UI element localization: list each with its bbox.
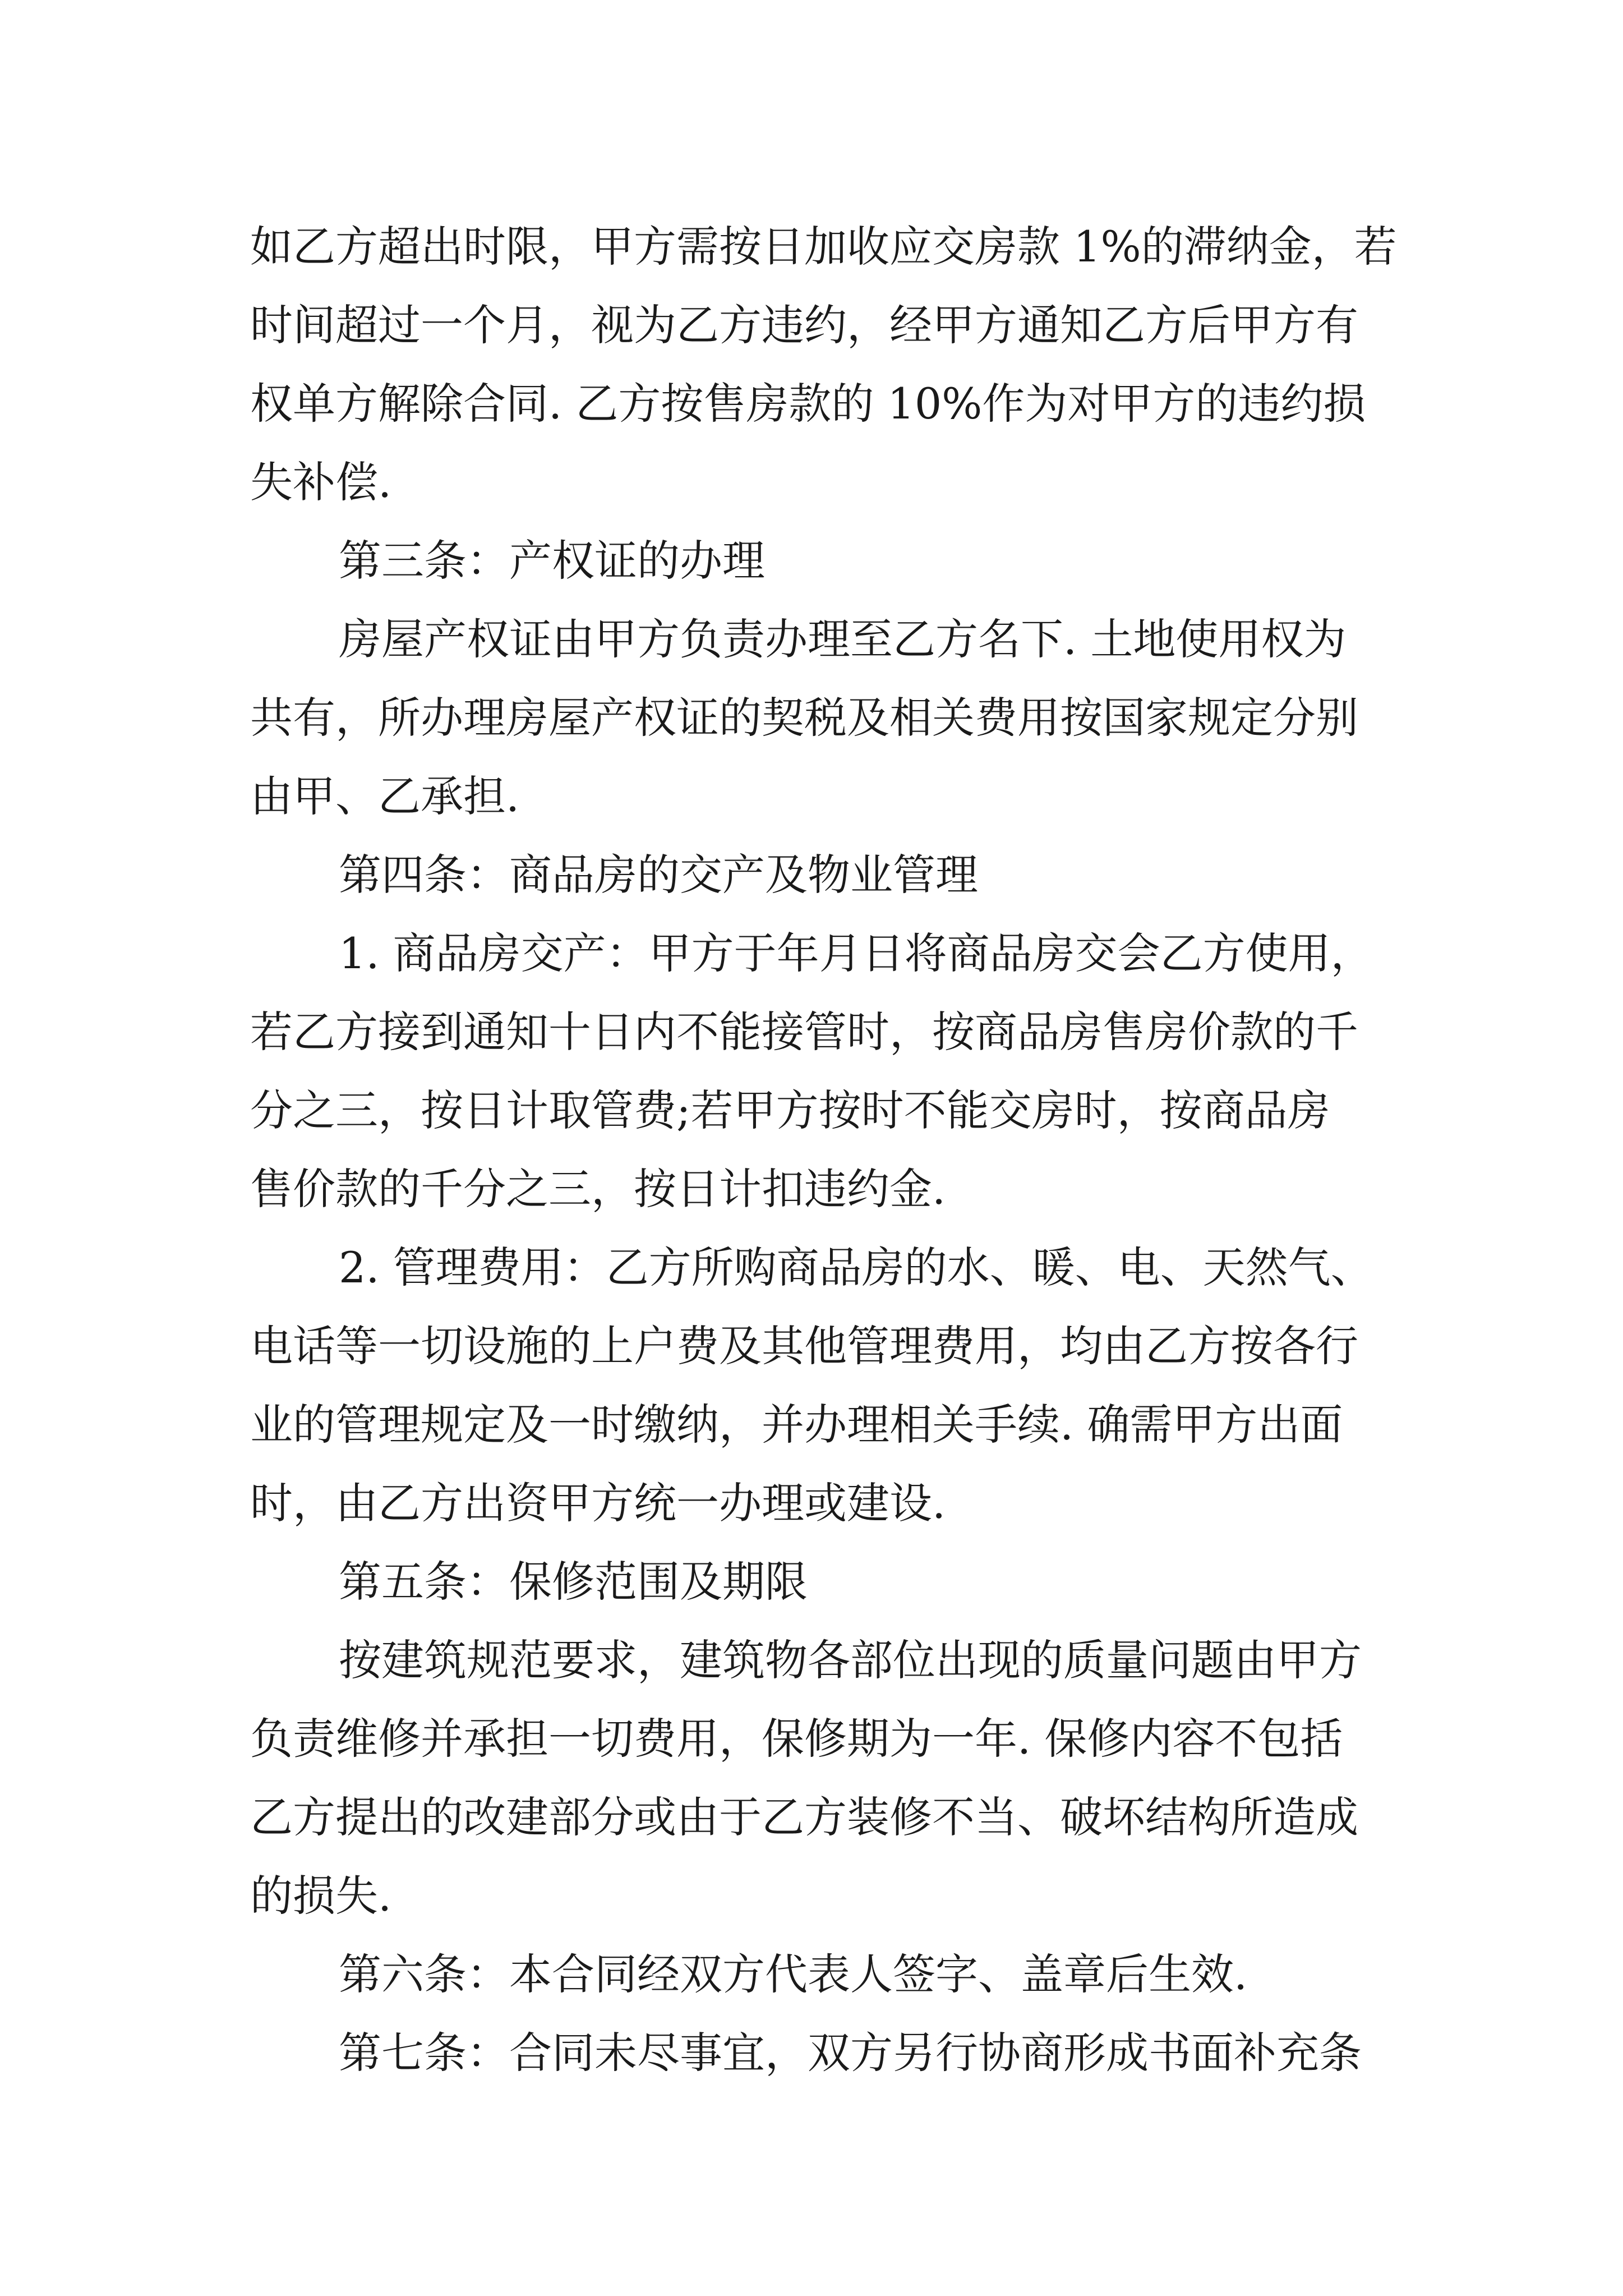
text-line: 失补偿. (250, 457, 392, 507)
text-line: 按建筑规范要求，建筑物各部位出现的质量问题由甲方 (339, 1635, 1362, 1685)
section-heading: 第三条：产权证的办理 (339, 536, 765, 586)
text-line: 售价款的千分之三，按日计扣违约金. (250, 1164, 946, 1214)
section-heading: 第四条：商品房的交产及物业管理 (339, 850, 978, 900)
text-line: 由甲、乙承担. (250, 771, 520, 821)
text-line: 时间超过一个月，视为乙方违约，经甲方通知乙方后甲方有 (250, 300, 1358, 350)
text-line: 业的管理规定及一时缴纳，并办理相关手续. 确需甲方出面 (250, 1400, 1343, 1450)
section-heading: 第五条：保修范围及期限 (339, 1557, 808, 1607)
text-line: 分之三，按日计取管费;若甲方按时不能交房时，按商品房 (250, 1085, 1330, 1135)
text-line: 权单方解除合同. 乙方按售房款的 10%作为对甲方的违约损 (250, 379, 1366, 429)
text-line: 的损失. (250, 1871, 392, 1921)
text-line: 共有，所办理房屋产权证的契税及相关费用按国家规定分别 (250, 693, 1358, 743)
text-line: 若乙方接到通知十日内不能接管时，按商品房售房价款的千 (250, 1007, 1358, 1057)
text-line: 1. 商品房交产：甲方于年月日将商品房交会乙方使用， (339, 928, 1373, 978)
text-line: 乙方提出的改建部分或由于乙方装修不当、破坏结构所造成 (250, 1792, 1358, 1842)
text-line: 电话等一切设施的上户费及其他管理费用，均由乙方按各行 (250, 1321, 1358, 1371)
text-line: 负责维修并承担一切费用，保修期为一年. 保修内容不包括 (250, 1714, 1343, 1764)
text-line: 如乙方超出时限，甲方需按日加收应交房款 1%的滞纳金，若 (250, 222, 1397, 272)
text-line: 时，由乙方出资甲方统一办理或建设. (250, 1478, 946, 1528)
section-heading: 第六条：本合同经双方代表人签字、盖章后生效. (339, 1949, 1248, 1999)
text-line: 房屋产权证由甲方负责办理至乙方名下. 土地使用权为 (339, 614, 1347, 664)
section-heading: 第七条：合同未尽事宜，双方另行协商形成书面补充条 (339, 2028, 1362, 2078)
text-line: 2. 管理费用：乙方所购商品房的水、暖、电、天然气、 (339, 1243, 1373, 1292)
